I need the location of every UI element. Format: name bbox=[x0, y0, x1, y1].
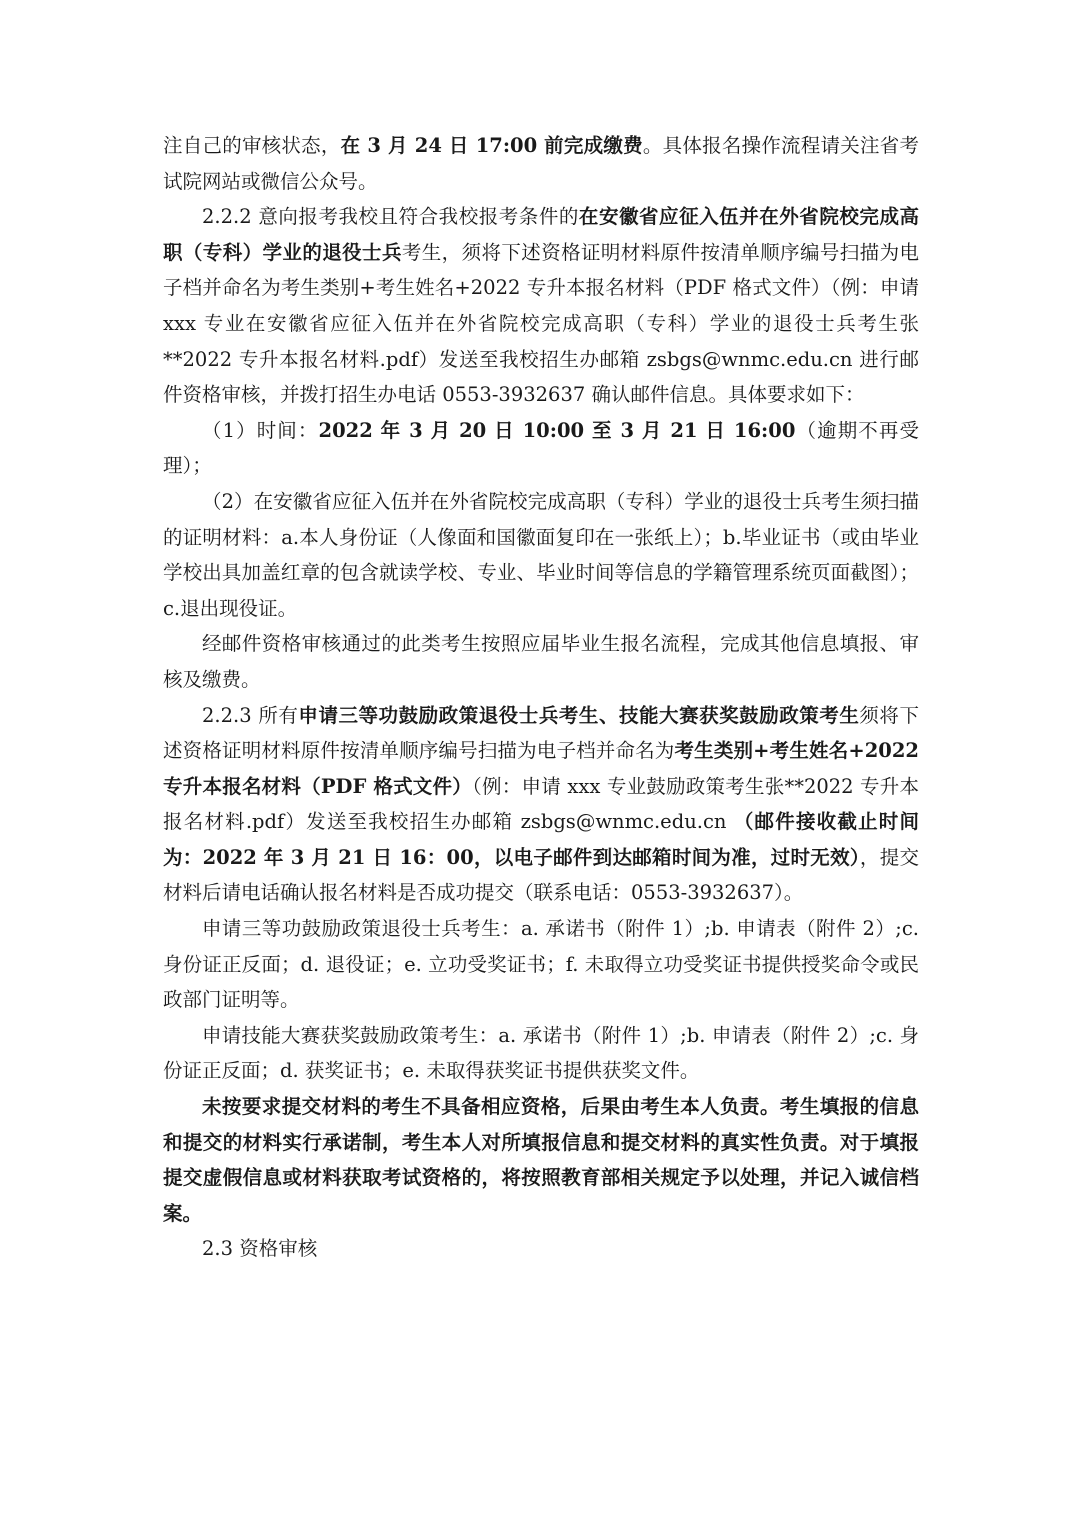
text-segment: 经邮件资格审核通过的此类考生按照应届毕业生报名流程，完成其他信息填报、审核及缴费。 bbox=[163, 632, 919, 691]
text-segment: 2.3 资格审核 bbox=[202, 1237, 318, 1261]
bold-segment: （邮件接收截止时间为：2022 年 3 月 21 日 16：00，以电子邮件到达邮箱时间为准，过时无效） bbox=[163, 810, 919, 869]
text-segment: （例：申请 xxx 专业鼓励政策考生张**2022 专升本报名材料.pdf）发送至我校招生办邮箱 zsbgs@wnmc.edu.cn bbox=[163, 774, 919, 834]
text-segment: ，提交材料后请电话确认报名材料是否成功提交（联系电话：0553-3932637）。 bbox=[163, 845, 919, 905]
bold-segment: 考生类别+考生姓名+2022 专升本报名材料（PDF 格式文件） bbox=[163, 739, 919, 798]
text-segment: （逾期不再受理）； bbox=[163, 418, 919, 478]
paragraph-skills-materials bbox=[163, 1018, 919, 1089]
text-segment: 注自己的审核状态， bbox=[163, 134, 341, 157]
paragraph-2-2-2 bbox=[163, 199, 919, 413]
paragraph-payment-deadline bbox=[163, 128, 919, 199]
paragraph-review-passed bbox=[163, 626, 919, 697]
text-segment: 。具体报名操作流程请关注省考试院网站或微信公众号。 bbox=[163, 134, 919, 193]
bold-segment: 在 3 月 24 日 17:00 前完成缴费 bbox=[340, 134, 643, 157]
text-segment: 考生，须将下述资格证明材料原件按清单顺序编号扫描为电子档并命名为考生类别+考生姓名+2022 专升本报名材料（PDF 格式文件）（例：申请 xxx 专业在安徽省应征入伍并在外省院校完成高职（专科）学业的退役士兵考生张**2022 专升本报名材料.pdf）发送至我校招生办邮箱 zsbgs@wnmc.edu.cn 进行邮件资格审核，并拨打招生办电话 0553-3932637 确认邮件信息。具体要求如下： bbox=[163, 240, 919, 407]
document-body bbox=[163, 128, 919, 1267]
paragraph-materials-list bbox=[163, 484, 919, 626]
text-segment: 2.2.2 意向报考我校且符合我校报考条件的 bbox=[202, 205, 579, 229]
text-segment: （2）在安徽省应征入伍并在外省院校完成高职（专科）学业的退役士兵考生须扫描的证明材料：a.本人身份证（人像面和国徽面复印在一张纸上）；b.毕业证书（或由毕业学校出具加盖红章的包含就读学校、专业、毕业时间等信息的学籍管理系统页面截图）；c.退出现役证。 bbox=[163, 489, 919, 620]
section-heading-2-3 bbox=[163, 1231, 919, 1267]
bold-segment: 未按要求提交材料的考生不具备相应资格，后果由考生本人负责。考生填报的信息和提交的材料实行承诺制，考生本人对所填报信息和提交材料的真实性负责。对于填报提交虚假信息或材料获取考试资格的，将按照教育部相关规定予以处理，并记入诚信档案。 bbox=[163, 1095, 919, 1225]
bold-segment: 2022 年 3 月 20 日 10:00 至 3 月 21 日 16:00 bbox=[318, 418, 796, 442]
paragraph-veteran-materials bbox=[163, 911, 919, 1018]
paragraph-2-2-3 bbox=[163, 698, 919, 912]
text-segment: （1）时间： bbox=[202, 418, 319, 442]
bold-segment: 申请三等功鼓励政策退役士兵考生、技能大赛获奖鼓励政策考生 bbox=[298, 703, 860, 727]
bold-segment: 在安徽省应征入伍并在外省院校完成高职（专科）学业的退役士兵 bbox=[163, 205, 919, 264]
paragraph-warning bbox=[163, 1089, 919, 1231]
text-segment: 申请技能大赛获奖鼓励政策考生：a. 承诺书（附件 1）;b. 申请表（附件 2）;c. 身份证正反面；d. 获奖证书；e. 未取得获奖证书提供获奖文件。 bbox=[163, 1023, 919, 1083]
text-segment: 申请三等功鼓励政策退役士兵考生：a. 承诺书（附件 1）;b. 申请表（附件 2）;c. 身份证正反面；d. 退役证；e. 立功受奖证书；f. 未取得立功受奖证书提供授奖命令或民政部门证明等。 bbox=[163, 917, 919, 1012]
text-segment: 2.2.3 所有 bbox=[202, 703, 299, 727]
paragraph-time-requirement bbox=[163, 413, 919, 484]
text-segment: 须将下述资格证明材料原件按清单顺序编号扫描为电子档并命名为 bbox=[163, 703, 919, 763]
